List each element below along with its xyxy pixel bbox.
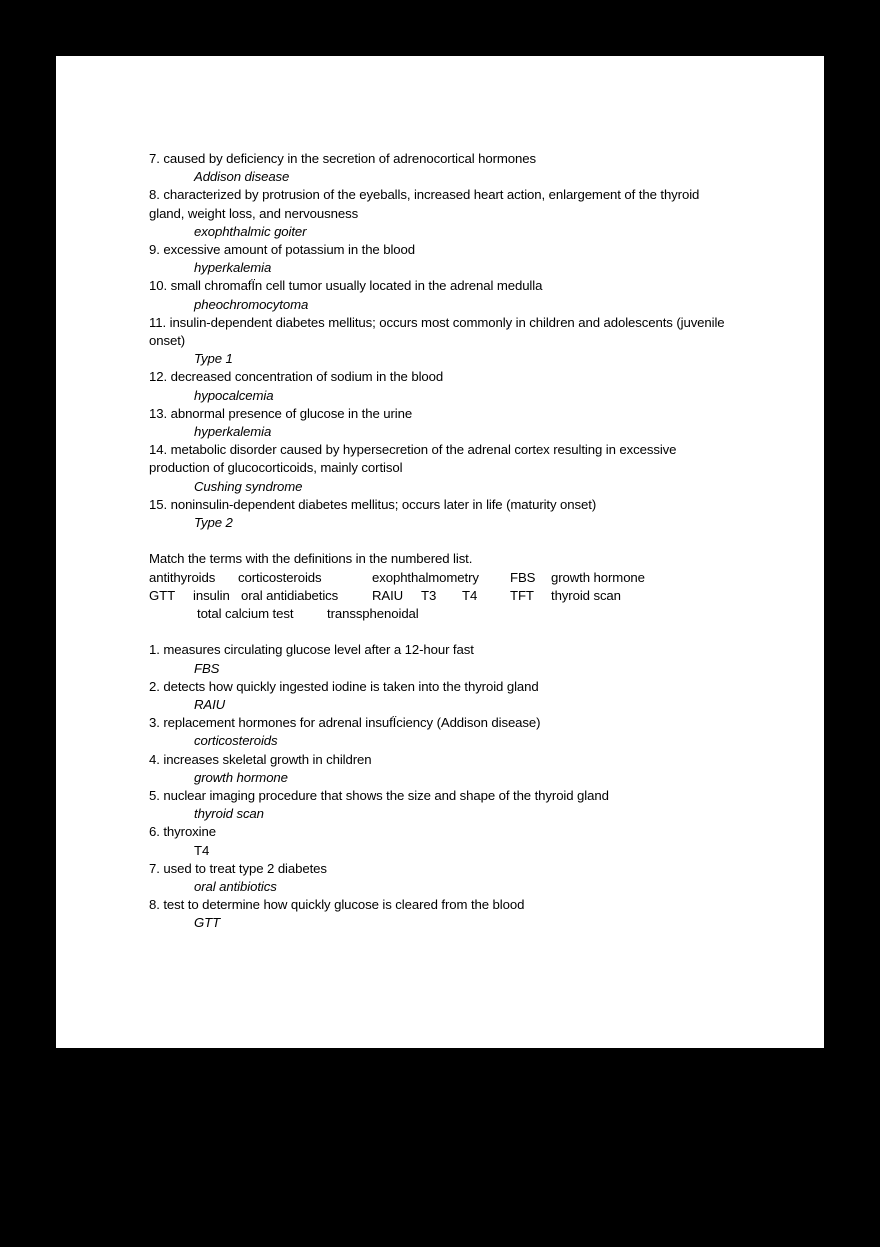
question-15: 15. noninsulin-dependent diabetes mellitus; occurs later in life (maturity onset) [149, 496, 597, 512]
spacer [149, 532, 729, 550]
question-9: 9. excessive amount of potassium in the blood [149, 242, 415, 258]
term-antithyroids: antithyroids [149, 569, 216, 585]
question-7: 7. caused by deficiency in the secretion of adrenocortical hormones [149, 151, 536, 166]
answer-5: thyroid scan [194, 806, 264, 822]
answer-2: RAIU [194, 697, 226, 713]
question-13: 13. abnormal presence of glucose in the urine [149, 405, 413, 421]
question-14: 14. metabolic disorder caused by hypersecretion of the adrenal cortex resulting in excessive production of glucocorticoids, mainly cortisol [149, 442, 677, 476]
answer-8: exophthalmic goiter [194, 223, 307, 239]
answer-3: corticosteroids [194, 733, 278, 749]
term-t3: T3 [421, 587, 437, 603]
spacer [149, 623, 729, 641]
term-t4: T4 [462, 587, 478, 603]
term-exophthalmometry: exophthalmometry [372, 569, 479, 585]
question-8: 8. characterized by protrusion of the eyeballs, increased heart action, enlargement of the thyroid gland, weight loss, and nervousness [149, 187, 700, 221]
page-content [149, 150, 729, 933]
question-2: 2. detects how quickly ingested iodine is taken into the thyroid gland [149, 678, 539, 694]
answer-11: Type 1 [194, 351, 233, 367]
question-8: 8. test to determine how quickly glucose is cleared from the blood [149, 897, 525, 913]
question-7: 7. used to treat type 2 diabetes [149, 860, 327, 876]
answer-12: hypocalcemia [194, 387, 274, 403]
term-fbs: FBS [510, 569, 536, 585]
term-growth-hormone: growth hormone [551, 569, 645, 585]
question-4: 4. increases skeletal growth in children [149, 751, 372, 767]
section-1-items [149, 150, 729, 532]
question-1: 1. measures circulating glucose level after a 12-hour fast [149, 642, 474, 658]
term-thyroid-scan: thyroid scan [551, 587, 621, 603]
term-corticosteroids: corticosteroids [238, 569, 322, 585]
term-transsphenoidal: transsphenoidal [327, 606, 419, 622]
question-10: 10. small chromafÏn cell tumor usually located in the adrenal medulla [149, 278, 543, 294]
question-6: 6. thyroxine [149, 824, 216, 840]
term-tft: TFT [510, 587, 534, 603]
answer-7: oral antibiotics [194, 879, 277, 895]
answer-8: GTT [194, 915, 221, 931]
answer-14: Cushing syndrome [194, 478, 303, 494]
term-bank [149, 569, 729, 624]
answer-9: hyperkalemia [194, 260, 272, 276]
section-2-items [149, 641, 729, 932]
term-raiu: RAIU [372, 587, 404, 603]
answer-15: Type 2 [194, 515, 233, 531]
section-2-instruction: Match the terms with the definitions in the numbered list. [149, 551, 473, 567]
question-5: 5. nuclear imaging procedure that shows the size and shape of the thyroid gland [149, 788, 609, 804]
answer-10: pheochromocytoma [194, 296, 309, 312]
term-insulin: insulin [193, 587, 230, 603]
question-3: 3. replacement hormones for adrenal insufÏciency (Addison disease) [149, 715, 541, 731]
answer-4: growth hormone [194, 769, 288, 785]
answer-6: T4 [194, 842, 210, 858]
term-gtt: GTT [149, 587, 176, 603]
question-11: 11. insulin-dependent diabetes mellitus; occurs most commonly in children and adolescents (juvenile onset) [149, 314, 725, 349]
answer-1: FBS [194, 660, 220, 676]
term-oral-antidiabetics: oral antidiabetics [241, 587, 339, 603]
answer-13: hyperkalemia [194, 424, 272, 440]
document-page [56, 56, 824, 1048]
question-12: 12. decreased concentration of sodium in the blood [149, 369, 444, 385]
answer-7: Addison disease [194, 169, 290, 185]
term-total-calcium-test: total calcium test [197, 606, 294, 622]
